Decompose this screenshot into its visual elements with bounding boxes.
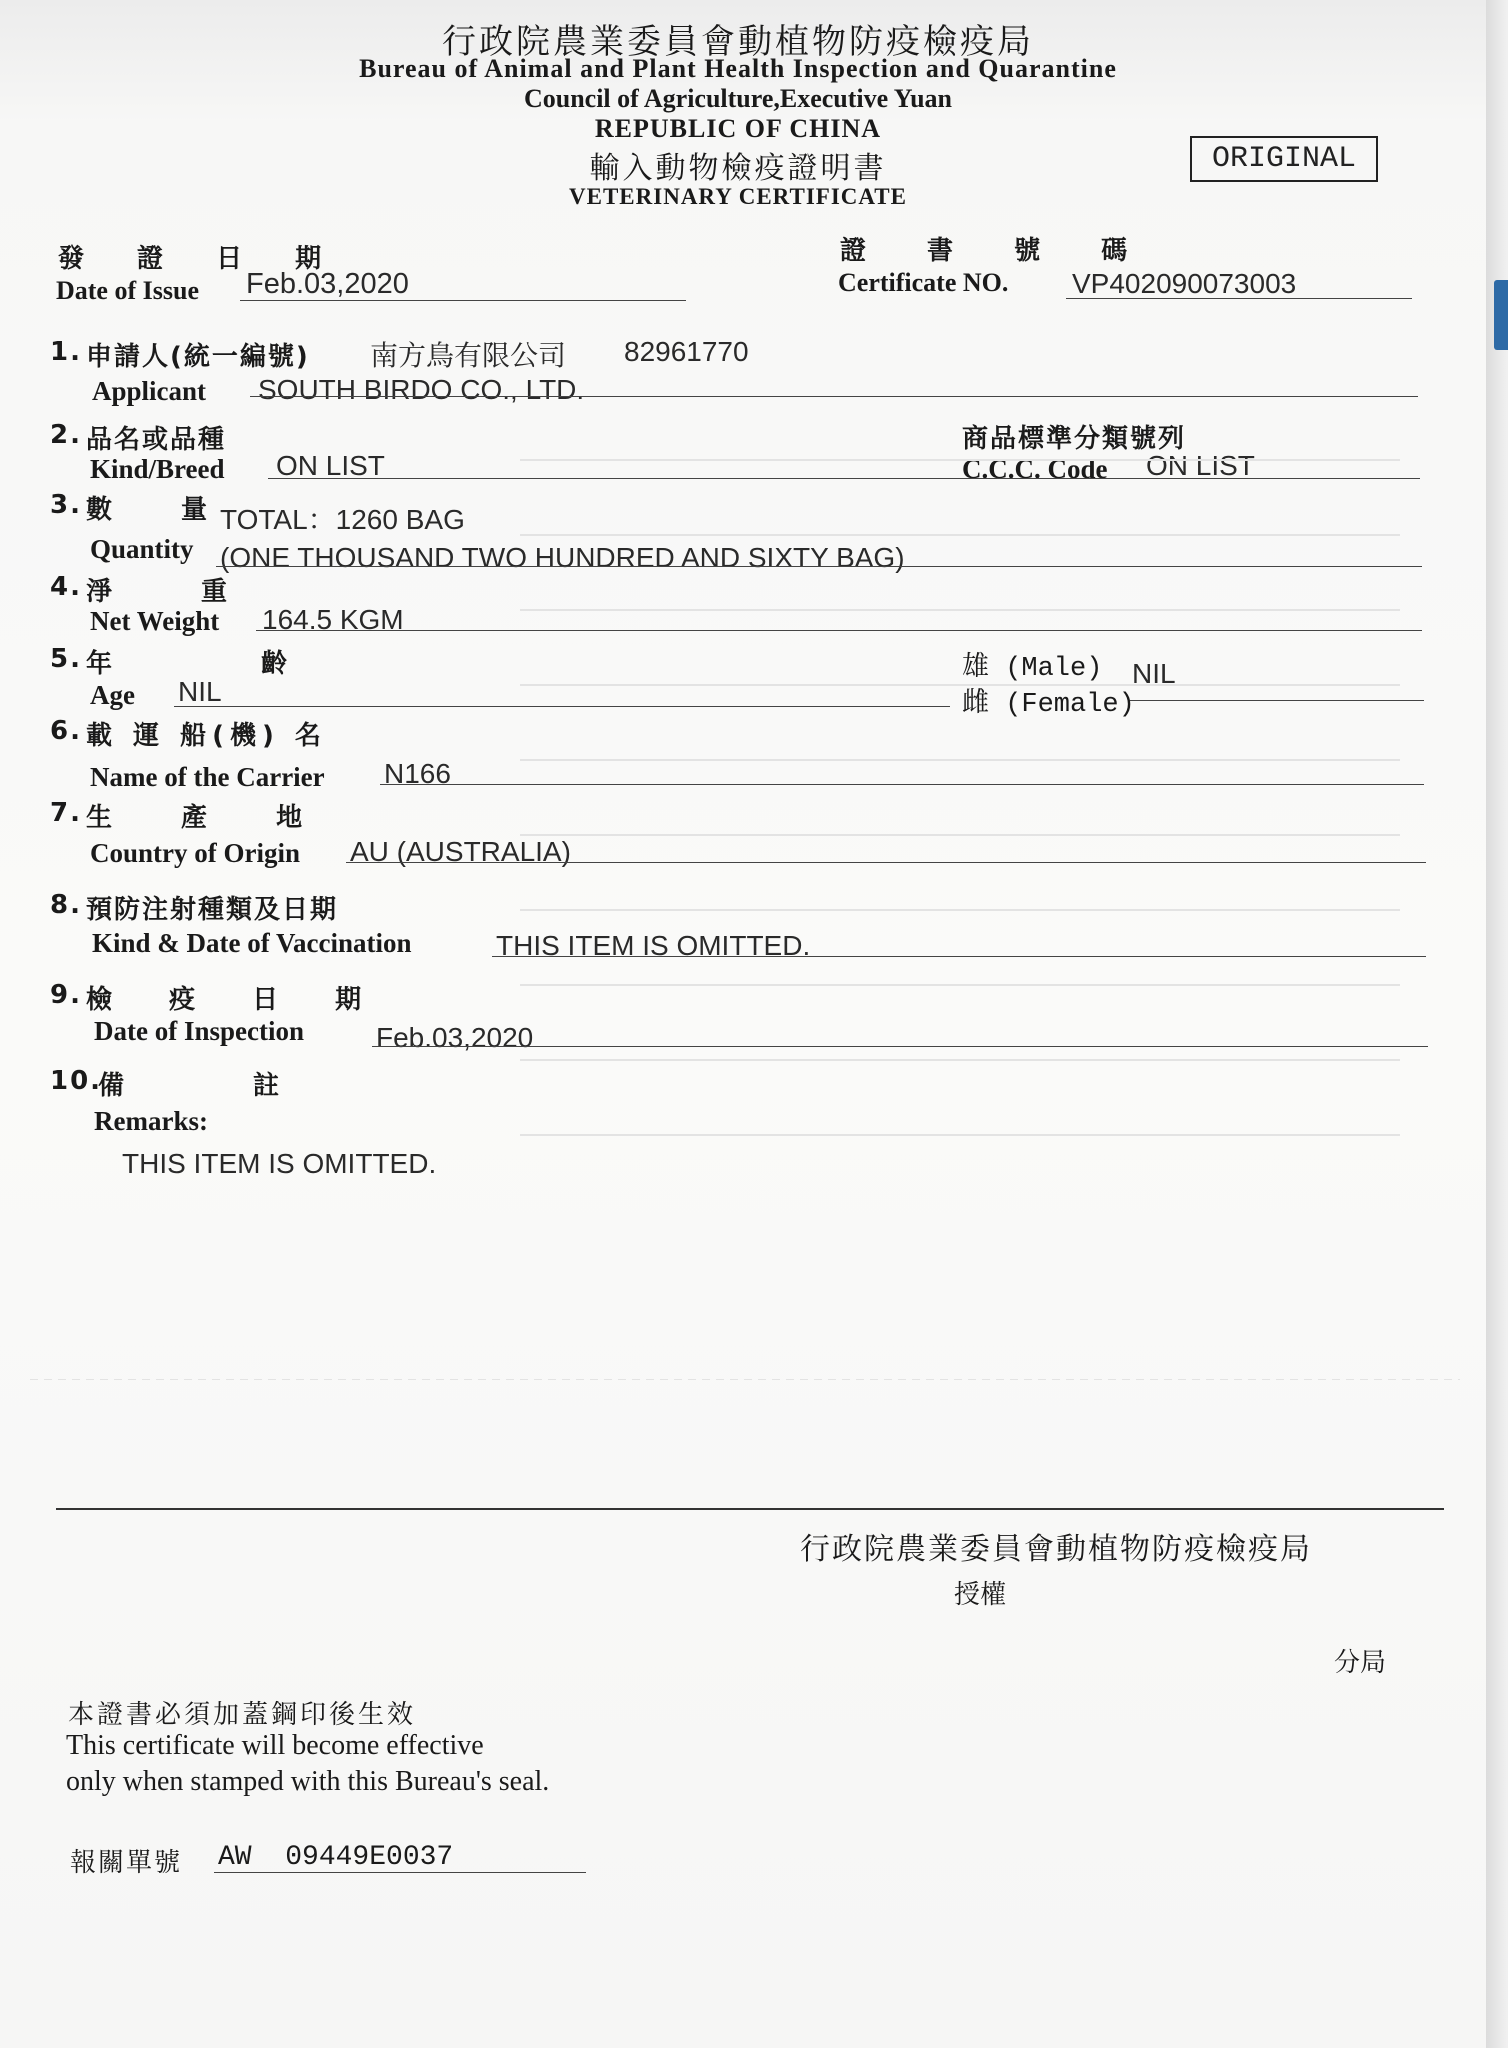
issue-date-line: [240, 300, 686, 301]
cert-no-value: VP402090073003: [1072, 268, 1297, 299]
carrier-en-label: Name of the Carrier: [90, 762, 325, 792]
inspection-en-label: Date of Inspection: [94, 1016, 304, 1046]
remarks-en-label: Remarks:: [94, 1106, 208, 1136]
notice-en-line1: This certificate will become effective: [66, 1730, 484, 1761]
vaccination-zh-label: 預防注射種類及日期: [86, 895, 339, 925]
age-en-label: Age: [90, 680, 135, 710]
header-zh-bureau: 行政院農業委員會動植物防疫檢疫局: [442, 22, 1034, 62]
female-label: 雌 (Female): [962, 690, 1135, 720]
age-zh-label: 年 齡: [86, 649, 358, 679]
footer-zh-bureau: 行政院農業委員會動植物防疫檢疫局: [800, 1532, 1312, 1567]
show-through-texture: [0, 320, 1490, 1380]
vaccination-en-label: Kind & Date of Vaccination: [92, 928, 412, 958]
notice-en-line2: only when stamped with this Bureau's seal.: [66, 1766, 550, 1797]
signature-separator: [56, 1508, 1444, 1510]
origin-value: AU (AUSTRALIA): [350, 836, 571, 867]
applicant-zh-label: 申請人(統一編號): [86, 342, 310, 372]
background-tab: [1494, 280, 1508, 350]
header-council: Council of Agriculture,Executive Yuan: [523, 84, 953, 113]
male-label: 雄 (Male): [962, 654, 1103, 684]
kind-value: ON LIST: [276, 450, 385, 481]
header-en-cert-title: VETERINARY CERTIFICATE: [569, 184, 907, 209]
customs-label: 報關單號: [70, 1848, 183, 1878]
net-weight-value: 164.5 KGM: [262, 604, 404, 635]
remarks-number: 10.: [50, 1066, 103, 1096]
sex-value: NIL: [1132, 658, 1176, 689]
issue-date-value: Feb.03,2020: [246, 268, 409, 300]
origin-en-label: Country of Origin: [90, 838, 301, 868]
quantity-value-words: (ONE THOUSAND TWO HUNDRED AND SIXTY BAG): [220, 542, 905, 573]
issue-en-label: Date of Issue: [56, 276, 199, 305]
header-country: REPUBLIC OF CHINA: [594, 114, 882, 143]
inspection-number: 9.: [50, 980, 82, 1010]
quantity-value: TOTAL：1260 BAG: [220, 504, 465, 535]
quantity-number: 3.: [50, 490, 82, 520]
cert-no-en-label: Certificate NO.: [838, 268, 1009, 297]
footer-authorized: 授權: [954, 1580, 1007, 1610]
customs-value: AW 09449E0037: [218, 1842, 454, 1873]
remarks-zh-label: 備 註: [98, 1071, 340, 1101]
inspection-value: Feb.03,2020: [376, 1022, 534, 1053]
remarks-value: THIS ITEM IS OMITTED.: [122, 1148, 437, 1179]
ccc-zh-label: 商品標準分類號列: [962, 424, 1187, 454]
vaccination-value: THIS ITEM IS OMITTED.: [496, 930, 811, 961]
kind-number: 2.: [50, 420, 82, 450]
issue-zh-label: 發 證 日 期: [58, 244, 344, 274]
applicant-number: 1.: [50, 337, 82, 367]
net-weight-number: 4.: [50, 572, 82, 602]
applicant-en-label: Applicant: [92, 376, 207, 406]
kind-en-label: Kind/Breed: [90, 454, 225, 484]
kind-zh-label: 品名或品種: [86, 425, 227, 455]
quantity-en-label: Quantity: [90, 534, 194, 564]
net-weight-en-label: Net Weight: [90, 606, 220, 636]
carrier-value: N166: [384, 758, 451, 789]
header-zh-cert-title: 輸入動物檢疫證明書: [589, 151, 887, 186]
origin-zh-label: 生 產 地: [86, 803, 333, 833]
age-number: 5.: [50, 644, 82, 674]
ccc-en-label: C.C.C. Code: [962, 454, 1108, 484]
quantity-zh-label: 數 量: [86, 495, 238, 525]
carrier-number: 6.: [50, 716, 82, 746]
carrier-zh-label: 載 運 船(機) 名: [86, 721, 327, 751]
notice-zh: 本證書必須加蓋鋼印後生效: [68, 1700, 417, 1730]
applicant-value: SOUTH BIRDO CO., LTD.: [258, 374, 585, 405]
cert-no-zh-label: 證 書 號 碼: [840, 236, 1154, 266]
footer-branch: 分局: [1334, 1648, 1387, 1678]
header-en-bureau: Bureau of Animal and Plant Health Inspection and Quarantine: [359, 54, 1117, 83]
net-weight-zh-label: 淨 重: [86, 577, 268, 607]
ccc-value: ON LIST: [1146, 450, 1255, 481]
original-stamp: ORIGINAL: [1190, 136, 1378, 182]
cert-no-line: [1066, 298, 1412, 299]
origin-number: 7.: [50, 798, 82, 828]
inspection-zh-label: 檢 疫 日 期: [86, 985, 386, 1015]
vaccination-number: 8.: [50, 890, 82, 920]
age-value: NIL: [178, 676, 222, 707]
applicant-id-value: 82961770: [624, 336, 749, 367]
applicant-zh-value: 南方鳥有限公司: [370, 339, 567, 372]
customs-line: [214, 1872, 586, 1873]
